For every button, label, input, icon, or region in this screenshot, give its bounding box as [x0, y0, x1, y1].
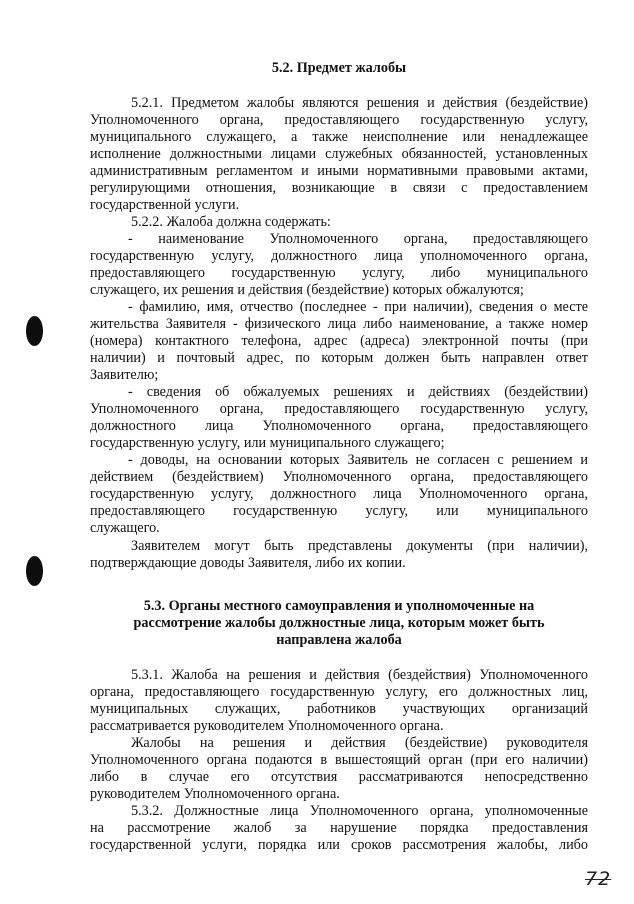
section-5-3-heading-line: рассмотрение жалобы должностные лица, которым может быть	[133, 615, 545, 631]
handwritten-page-number: 72	[585, 868, 612, 890]
paragraph-line: государственную услугу, должностного лица уполномоченного органа,	[90, 248, 588, 264]
paragraph-line: подтверждающие доводы Заявителя, либо их копии.	[90, 555, 406, 571]
paragraph-line: руководителем Уполномоченного органа.	[90, 786, 340, 802]
paragraph-line: наличии) и почтовый адрес, по которым должен быть направлен ответ	[90, 350, 588, 366]
paragraph-line: Заявителю;	[90, 367, 159, 383]
list-item-line: - фамилию, имя, отчество (последнее - при наличии), сведения о месте	[128, 299, 588, 315]
list-item-line: - наименование Уполномоченного органа, предоставляющего	[128, 231, 588, 247]
paragraph-line: 5.2.1. Предметом жалобы являются решения и действия (бездействие)	[131, 95, 588, 111]
list-item-line: - сведения об обжалуемых решениях и действиях (бездействии)	[128, 384, 588, 400]
paragraph-line: Уполномоченного органа, предоставляющего государственную услугу,	[90, 401, 588, 417]
paragraph-line: предоставляющего государственную услугу, или муниципального	[90, 503, 588, 519]
paragraph-line: 5.2.2. Жалоба должна содержать:	[131, 214, 331, 230]
paragraph-line: 5.3.2. Должностные лица Уполномоченного органа, уполномоченные	[131, 803, 588, 819]
paragraph-line: рассматривается руководителем Уполномоченного органа.	[90, 718, 444, 734]
paragraph-line: государственную услугу, должностного лица Уполномоченного органа,	[90, 486, 588, 502]
paragraph-line: государственную услугу, или муниципального служащего;	[90, 435, 445, 451]
paragraph-line: служащего, их решения и действия (бездействие) которых обжалуются;	[90, 282, 524, 298]
paragraph-line: жительства Заявителя - физического лица либо наименование, а также номер	[90, 316, 588, 332]
paragraph-line: исполнение должностными лицами служебных обязанностей, установленных	[90, 146, 588, 162]
section-5-2-heading: 5.2. Предмет жалобы	[271, 60, 407, 76]
hole-punch-mark-bottom	[26, 556, 43, 586]
paragraph-line: на рассмотрение жалоб за нарушение порядка предоставления	[90, 820, 588, 836]
paragraph-line: Уполномоченного органа подаются в вышестоящий орган (при его наличии)	[90, 752, 588, 768]
paragraph-line: предоставляющего государственную услугу, либо муниципального	[90, 265, 588, 281]
paragraph-line: Заявителем могут быть представлены документы (при наличии),	[131, 538, 588, 554]
paragraph-line: 5.3.1. Жалоба на решения и действия (бездействия) Уполномоченного	[131, 667, 588, 683]
paragraph-line: должностного лица Уполномоченного органа, предоставляющего	[90, 418, 588, 434]
paragraph-line: муниципальных служащих, работников участвующих организаций	[90, 701, 588, 717]
section-5-3-heading-line: направлена жалоба	[276, 632, 402, 648]
paragraph-line: государственной услуги.	[90, 197, 240, 213]
paragraph-line: либо в случае его отсутствия рассматриваются непосредственно	[90, 769, 588, 785]
list-item-line: - доводы, на основании которых Заявитель не согласен с решением и	[128, 452, 588, 468]
paragraph-line: (номера) контактного телефона, адрес (адреса) электронной почты (при	[90, 333, 588, 349]
paragraph-line: Жалобы на решения и действия (бездействие) руководителя	[131, 735, 588, 751]
paragraph-line: служащего.	[90, 520, 160, 536]
paragraph-line: Уполномоченного органа, предоставляющего государственную услугу,	[90, 112, 588, 128]
paragraph-line: муниципального служащего, а также неисполнение или ненадлежащее	[90, 129, 588, 145]
paragraph-line: органа, предоставляющего государственную услугу, его должностных лиц,	[90, 684, 588, 700]
section-5-3-heading-line: 5.3. Органы местного самоуправления и уполномоченные на	[143, 598, 535, 614]
paragraph-line: государственной услуги, порядка или сроков рассмотрения жалобы, либо	[90, 837, 588, 853]
hole-punch-mark-top	[26, 316, 43, 346]
paragraph-line: действием (бездействием) Уполномоченного органа, предоставляющего	[90, 469, 588, 485]
paragraph-line: регулирующими отношения, возникающие в связи с предоставлением	[90, 180, 588, 196]
paragraph-line: административным регламентом и иными нормативными правовыми актами,	[90, 163, 588, 179]
